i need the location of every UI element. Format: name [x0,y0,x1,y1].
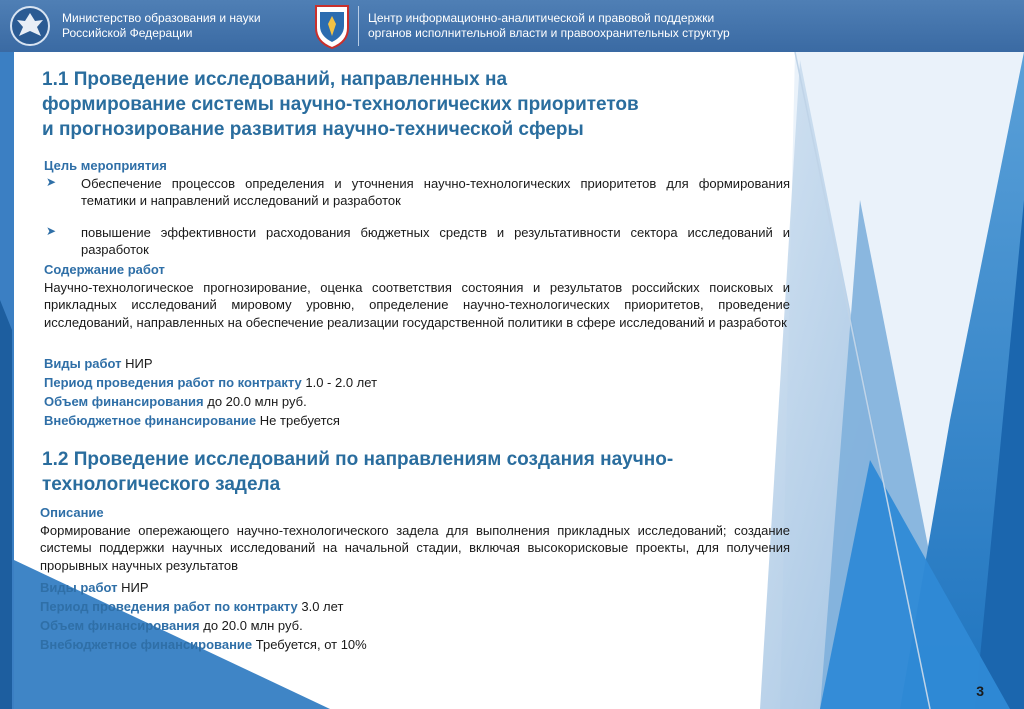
center-line-2: органов исполнительной власти и правоохранительных структур [368,26,730,40]
s1-funding-value: до 20.0 млн руб. [207,394,307,409]
bullet-arrow-icon: ➤ [46,175,57,189]
section1-title [42,67,782,142]
s1-funding [44,393,307,410]
ministry-line-1: Министерство образования и науки [62,11,261,25]
s1-work-type [44,355,153,372]
section2-title-line-1: 1.2 Проведение исследований по направлениям создания научно- [42,449,674,470]
section1-title-line-2: формирование системы научно-технологических приоритетов [42,94,639,115]
s2-period-label: Период проведения работ по контракту [40,599,298,614]
s1-work-type-value: НИР [125,356,153,371]
s2-offbudget-value: Требуется, от 10% [255,637,367,652]
s2-offbudget-label: Внебюджетное финансирование [40,637,253,652]
section2-title [42,447,782,497]
description-text: Формирование опережающего научно-технологического задела для выполнения прикладных исследований; создание системы поддержки научных исследований на начальной стадии, включая высокорисковые проекты, для получения прорывных научных результатов [40,523,790,573]
s2-offbudget [40,636,367,653]
s1-period-label: Период проведения работ по контракту [44,375,302,390]
s2-funding-label: Объем финансирования [40,618,200,633]
goal-bullet-2: повышение эффективности расходования бюджетных средств и результативности сектора исследований и разработок [81,225,790,258]
s1-offbudget [44,412,340,429]
s2-period-value: 3.0 лет [301,599,344,614]
s2-funding-value: до 20.0 млн руб. [203,618,303,633]
s1-offbudget-label: Внебюджетное финансирование [44,413,257,428]
s2-work-type-value: НИР [121,580,149,595]
section1-title-line-3: и прогнозирование развития научно-технической сферы [42,119,584,140]
section2-title-line-2: технологического задела [42,474,281,495]
section1-title-line-1: 1.1 Проведение исследований, направленных на [42,69,508,90]
ministry-line-2: Российской Федерации [62,26,193,40]
bullet-arrow-icon: ➤ [46,224,57,238]
content-text: Научно-технологическое прогнозирование, оценка соответствия состояния и результатов российских поисковых и прикладных исследований мировому уровню, определение научно-технологических приоритетов, проведение исследований, направленных на обеспечение реализации государственной политики в сфере исследований и разработок [44,280,790,330]
s1-period [44,374,377,391]
goal-label: Цель мероприятия [44,158,167,173]
content-label: Содержание работ [44,262,165,277]
s1-work-type-label: Виды работ [44,356,122,371]
center-line-1: Центр информационно-аналитической и правовой поддержки [368,11,715,25]
s2-period [40,598,343,615]
goal-bullet-1: Обеспечение процессов определения и уточнения научно-технологических приоритетов для формирования тематики и направлений исследований и разработок [81,176,790,209]
s1-offbudget-value: Не требуется [259,413,340,428]
s1-period-value: 1.0 - 2.0 лет [305,375,378,390]
s1-funding-label: Объем финансирования [44,394,204,409]
description-label: Описание [40,505,104,520]
page-number: 3 [976,683,984,699]
s2-work-type [40,579,149,596]
s2-work-type-label: Виды работ [40,580,118,595]
s2-funding [40,617,303,634]
